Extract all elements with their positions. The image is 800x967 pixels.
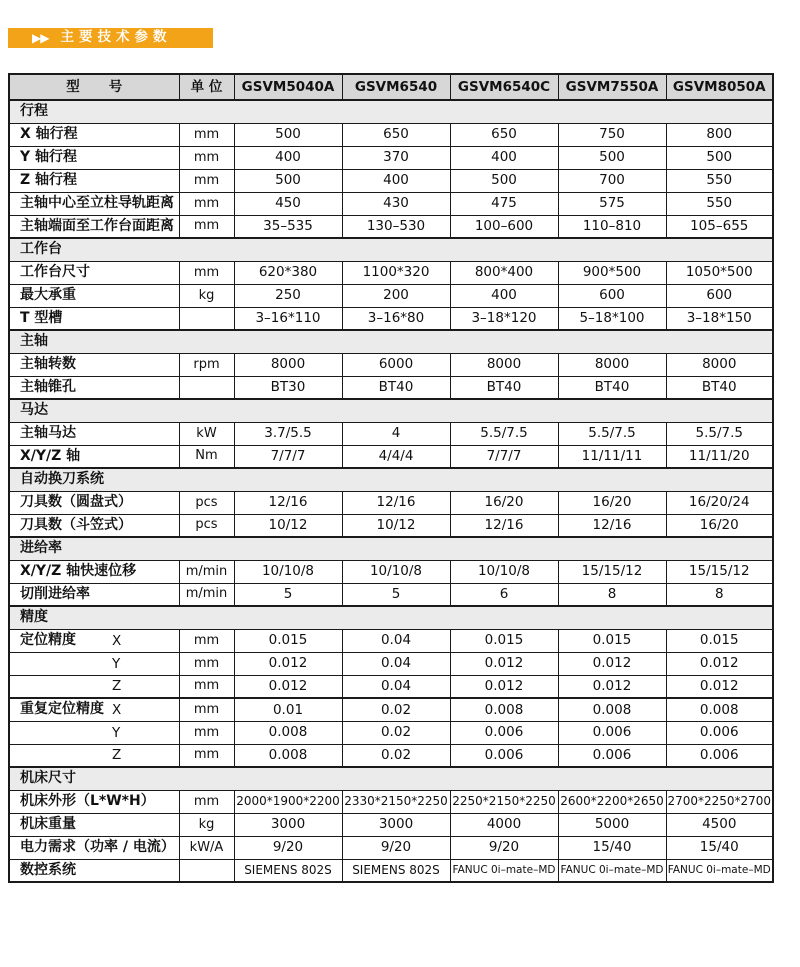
spec-value-cell: 10/10/8 <box>234 560 342 583</box>
row-label <box>9 629 179 652</box>
unit-cell <box>179 307 234 330</box>
spec-value-cell: 12/16 <box>558 514 666 537</box>
spec-value-cell: 12/16 <box>342 491 450 514</box>
model-column-header: GSVM6540C <box>450 74 558 100</box>
spec-value-cell: 9/20 <box>234 836 342 859</box>
unit-cell: kW <box>179 422 234 445</box>
unit-cell <box>179 859 234 882</box>
spec-value-cell: 0.02 <box>342 744 450 767</box>
spec-value-cell: 12/16 <box>234 491 342 514</box>
spec-value-cell: 430 <box>342 192 450 215</box>
row-label-text: Z 轴行程 <box>20 172 78 189</box>
section-row <box>9 606 773 629</box>
spec-row <box>9 307 773 330</box>
row-label <box>9 859 179 882</box>
banner-title: 主要技术参数 <box>60 29 172 46</box>
unit-cell: mm <box>179 169 234 192</box>
spec-value-cell: 0.006 <box>450 744 558 767</box>
spec-value-cell: 600 <box>558 284 666 307</box>
spec-value-cell: 8000 <box>666 353 773 376</box>
spec-value-cell: 3–16*110 <box>234 307 342 330</box>
spec-value-cell: 8000 <box>558 353 666 376</box>
spec-value-cell: 600 <box>666 284 773 307</box>
axis-label: Z <box>112 678 122 695</box>
section-title: 行程 <box>9 100 773 123</box>
spec-row <box>9 491 773 514</box>
spec-table-header <box>9 74 773 100</box>
spec-row <box>9 215 773 238</box>
spec-row <box>9 836 773 859</box>
spec-value-cell: 100–600 <box>450 215 558 238</box>
row-label <box>9 445 179 468</box>
row-label <box>9 836 179 859</box>
spec-value-cell: 11/11/20 <box>666 445 773 468</box>
spec-value-cell: 400 <box>234 146 342 169</box>
spec-value-cell: 0.006 <box>666 721 773 744</box>
row-label-text: 主轴端面至工作台面距离 <box>20 217 174 234</box>
row-label-text: 刀具数（圆盘式） <box>20 494 132 511</box>
section-row <box>9 767 773 790</box>
row-label <box>9 514 179 537</box>
spec-value-cell: 2600*2200*2650 <box>558 790 666 813</box>
row-label <box>9 261 179 284</box>
row-label-text: 重复定位精度 <box>20 701 104 718</box>
spec-value-cell: 16/20 <box>450 491 558 514</box>
spec-value-cell: 0.012 <box>450 652 558 675</box>
section-title: 进给率 <box>9 537 773 560</box>
double-right-arrow-icon: ▶▶ <box>32 31 49 45</box>
section-row <box>9 468 773 491</box>
spec-value-cell: BT40 <box>342 376 450 399</box>
spec-value-cell: 400 <box>342 169 450 192</box>
axis-label: Y <box>112 655 121 672</box>
section-row <box>9 100 773 123</box>
spec-row <box>9 422 773 445</box>
row-label <box>9 307 179 330</box>
axis-label: Y <box>112 724 121 741</box>
spec-value-cell: BT40 <box>666 376 773 399</box>
spec-value-cell: 400 <box>450 284 558 307</box>
spec-value-cell: 2000*1900*2200 <box>234 790 342 813</box>
spec-value-cell: 900*500 <box>558 261 666 284</box>
spec-row <box>9 123 773 146</box>
row-label <box>9 721 179 744</box>
spec-value-cell: 0.012 <box>450 675 558 698</box>
spec-value-cell: 500 <box>234 123 342 146</box>
spec-value-cell: BT40 <box>450 376 558 399</box>
row-label-text: 主轴中心至立柱导轨距离 <box>20 195 174 212</box>
spec-value-cell: 650 <box>450 123 558 146</box>
section-title: 马达 <box>9 399 773 422</box>
spec-value-cell: 105–655 <box>666 215 773 238</box>
spec-value-cell: 500 <box>666 146 773 169</box>
spec-row <box>9 192 773 215</box>
spec-value-cell: 5.5/7.5 <box>666 422 773 445</box>
unit-cell: mm <box>179 215 234 238</box>
spec-row <box>9 560 773 583</box>
model-column-header: GSVM7550A <box>558 74 666 100</box>
spec-value-cell: 5000 <box>558 813 666 836</box>
spec-value-cell: 0.02 <box>342 698 450 721</box>
spec-value-cell: 250 <box>234 284 342 307</box>
spec-value-cell: 3.7/5.5 <box>234 422 342 445</box>
spec-value-cell: 10/10/8 <box>342 560 450 583</box>
unit-cell: m/min <box>179 560 234 583</box>
spec-row <box>9 514 773 537</box>
spec-value-cell: 1100*320 <box>342 261 450 284</box>
spec-row <box>9 721 773 744</box>
spec-value-cell: 1050*500 <box>666 261 773 284</box>
row-label <box>9 698 179 721</box>
model-column-header: GSVM5040A <box>234 74 342 100</box>
header-unit-label: 单 位 <box>179 74 234 100</box>
spec-row <box>9 169 773 192</box>
section-title: 机床尺寸 <box>9 767 773 790</box>
spec-value-cell: 0.015 <box>234 629 342 652</box>
unit-cell: mm <box>179 721 234 744</box>
spec-value-cell: 700 <box>558 169 666 192</box>
spec-table-body <box>9 100 773 882</box>
spec-value-cell: 200 <box>342 284 450 307</box>
row-label-text: 刀具数（斗笠式） <box>20 516 132 533</box>
spec-value-cell: 500 <box>450 169 558 192</box>
spec-value-cell: 575 <box>558 192 666 215</box>
row-label-text: 工作台尺寸 <box>20 264 90 281</box>
spec-value-cell: 0.02 <box>342 721 450 744</box>
spec-value-cell: 5 <box>342 583 450 606</box>
spec-value-cell: 550 <box>666 192 773 215</box>
spec-value-cell: 9/20 <box>450 836 558 859</box>
unit-cell: mm <box>179 790 234 813</box>
spec-value-cell: 35–535 <box>234 215 342 238</box>
model-column-header: GSVM6540 <box>342 74 450 100</box>
section-title: 自动换刀系统 <box>9 468 773 491</box>
spec-value-cell: 0.01 <box>234 698 342 721</box>
spec-row <box>9 353 773 376</box>
row-label <box>9 146 179 169</box>
spec-value-cell: FANUC 0i–mate–MD <box>450 859 558 882</box>
unit-cell: kg <box>179 813 234 836</box>
spec-row <box>9 698 773 721</box>
row-label <box>9 491 179 514</box>
row-label-text: 机床重量 <box>20 816 76 833</box>
spec-value-cell: 0.015 <box>666 629 773 652</box>
spec-value-cell: SIEMENS 802S <box>234 859 342 882</box>
unit-cell: mm <box>179 744 234 767</box>
row-label-text: Y 轴行程 <box>20 149 78 166</box>
section-row <box>9 238 773 261</box>
unit-cell: mm <box>179 123 234 146</box>
spec-value-cell: 4000 <box>450 813 558 836</box>
spec-value-cell: 6000 <box>342 353 450 376</box>
row-label-text: X/Y/Z 轴快速位移 <box>20 563 137 580</box>
spec-value-cell: 0.015 <box>558 629 666 652</box>
spec-value-cell: 16/20/24 <box>666 491 773 514</box>
unit-cell: pcs <box>179 491 234 514</box>
spec-value-cell: 9/20 <box>342 836 450 859</box>
spec-value-cell: 7/7/7 <box>450 445 558 468</box>
axis-label: Z <box>112 747 122 764</box>
spec-value-cell: 8000 <box>450 353 558 376</box>
section-row <box>9 537 773 560</box>
section-title: 主轴 <box>9 330 773 353</box>
spec-value-cell: 0.012 <box>666 675 773 698</box>
row-label <box>9 675 179 698</box>
spec-value-cell: 8000 <box>234 353 342 376</box>
row-label <box>9 215 179 238</box>
spec-value-cell: 8 <box>558 583 666 606</box>
spec-value-cell: 15/15/12 <box>666 560 773 583</box>
row-label <box>9 790 179 813</box>
spec-value-cell: 3–18*150 <box>666 307 773 330</box>
spec-value-cell: 0.012 <box>558 652 666 675</box>
spec-value-cell: 3000 <box>234 813 342 836</box>
spec-value-cell: 650 <box>342 123 450 146</box>
row-label-text: X 轴行程 <box>20 126 78 143</box>
spec-value-cell: 7/7/7 <box>234 445 342 468</box>
unit-cell: pcs <box>179 514 234 537</box>
spec-value-cell: 0.04 <box>342 675 450 698</box>
row-label <box>9 652 179 675</box>
spec-value-cell: 0.008 <box>666 698 773 721</box>
spec-value-cell: 0.012 <box>234 675 342 698</box>
spec-value-cell: 3–18*120 <box>450 307 558 330</box>
spec-value-cell: 3000 <box>342 813 450 836</box>
spec-value-cell: 0.012 <box>666 652 773 675</box>
unit-cell: rpm <box>179 353 234 376</box>
section-row <box>9 399 773 422</box>
unit-cell: mm <box>179 261 234 284</box>
spec-value-cell: 800 <box>666 123 773 146</box>
spec-value-cell: 370 <box>342 146 450 169</box>
section-header-banner <box>8 28 213 48</box>
row-label <box>9 744 179 767</box>
spec-value-cell: 750 <box>558 123 666 146</box>
row-label-text: 机床外形（L*W*H） <box>20 793 155 810</box>
spec-value-cell: 4500 <box>666 813 773 836</box>
unit-cell: m/min <box>179 583 234 606</box>
row-label-text: 主轴马达 <box>20 425 76 442</box>
unit-cell: mm <box>179 146 234 169</box>
spec-value-cell: 0.006 <box>666 744 773 767</box>
spec-value-cell: 0.012 <box>234 652 342 675</box>
spec-value-cell: 0.008 <box>234 721 342 744</box>
spec-value-cell: 130–530 <box>342 215 450 238</box>
unit-cell: kg <box>179 284 234 307</box>
spec-value-cell: 6 <box>450 583 558 606</box>
spec-row <box>9 652 773 675</box>
spec-value-cell: 2700*2250*2700 <box>666 790 773 813</box>
spec-value-cell: 0.04 <box>342 629 450 652</box>
spec-value-cell: 5–18*100 <box>558 307 666 330</box>
spec-value-cell: 11/11/11 <box>558 445 666 468</box>
spec-row <box>9 813 773 836</box>
spec-value-cell: 8 <box>666 583 773 606</box>
spec-value-cell: 620*380 <box>234 261 342 284</box>
spec-row <box>9 376 773 399</box>
spec-value-cell: BT40 <box>558 376 666 399</box>
unit-cell: mm <box>179 629 234 652</box>
spec-row <box>9 744 773 767</box>
row-label-text: 主轴转数 <box>20 356 76 373</box>
spec-row <box>9 146 773 169</box>
row-label <box>9 560 179 583</box>
spec-row <box>9 261 773 284</box>
unit-cell: mm <box>179 698 234 721</box>
unit-cell: mm <box>179 675 234 698</box>
spec-value-cell: 10/12 <box>342 514 450 537</box>
spec-row <box>9 629 773 652</box>
row-label-text: 定位精度 <box>20 632 76 649</box>
spec-row <box>9 675 773 698</box>
unit-cell: Nm <box>179 445 234 468</box>
row-label-text: X/Y/Z 轴 <box>20 447 81 464</box>
spec-value-cell: 475 <box>450 192 558 215</box>
unit-cell: mm <box>179 192 234 215</box>
spec-value-cell: 15/40 <box>558 836 666 859</box>
spec-value-cell: 16/20 <box>558 491 666 514</box>
spec-value-cell: 5.5/7.5 <box>558 422 666 445</box>
unit-cell: mm <box>179 652 234 675</box>
row-label <box>9 284 179 307</box>
spec-value-cell: 500 <box>558 146 666 169</box>
spec-row <box>9 583 773 606</box>
spec-value-cell: 3–16*80 <box>342 307 450 330</box>
axis-label: X <box>112 701 122 718</box>
spec-value-cell: 0.006 <box>558 721 666 744</box>
spec-value-cell: 500 <box>234 169 342 192</box>
spec-value-cell: 5 <box>234 583 342 606</box>
spec-value-cell: 0.008 <box>450 698 558 721</box>
section-row <box>9 330 773 353</box>
axis-label: X <box>112 632 122 649</box>
row-label-text: 数控系统 <box>20 861 76 878</box>
header-row <box>9 74 773 100</box>
spec-value-cell: 110–810 <box>558 215 666 238</box>
row-label <box>9 376 179 399</box>
spec-value-cell: 10/12 <box>234 514 342 537</box>
spec-value-cell: BT30 <box>234 376 342 399</box>
spec-value-cell: 2330*2150*2250 <box>342 790 450 813</box>
row-label-text: T 型槽 <box>20 309 63 326</box>
row-label <box>9 422 179 445</box>
unit-cell <box>179 376 234 399</box>
row-label-text: 最大承重 <box>20 287 76 304</box>
row-label-text: 切削进给率 <box>20 585 90 602</box>
spec-value-cell: 15/15/12 <box>558 560 666 583</box>
spec-row <box>9 859 773 882</box>
spec-value-cell: 2250*2150*2250 <box>450 790 558 813</box>
spec-value-cell: 0.008 <box>558 698 666 721</box>
spec-value-cell: 0.008 <box>234 744 342 767</box>
spec-row <box>9 790 773 813</box>
spec-value-cell: 12/16 <box>450 514 558 537</box>
spec-value-cell: 550 <box>666 169 773 192</box>
row-label <box>9 353 179 376</box>
header-model-label: 型 号 <box>9 74 179 100</box>
model-column-header: GSVM8050A <box>666 74 773 100</box>
spec-value-cell: SIEMENS 802S <box>342 859 450 882</box>
spec-table <box>8 73 774 883</box>
row-label <box>9 192 179 215</box>
row-label <box>9 813 179 836</box>
spec-row <box>9 284 773 307</box>
spec-value-cell: 800*400 <box>450 261 558 284</box>
spec-value-cell: FANUC 0i–mate–MD <box>558 859 666 882</box>
row-label-text: 主轴锥孔 <box>20 378 76 395</box>
spec-value-cell: 0.006 <box>450 721 558 744</box>
spec-value-cell: 4/4/4 <box>342 445 450 468</box>
spec-value-cell: 16/20 <box>666 514 773 537</box>
spec-value-cell: 0.006 <box>558 744 666 767</box>
spec-value-cell: FANUC 0i–mate–MD <box>666 859 773 882</box>
row-label <box>9 123 179 146</box>
spec-value-cell: 15/40 <box>666 836 773 859</box>
row-label <box>9 583 179 606</box>
section-title: 工作台 <box>9 238 773 261</box>
row-label <box>9 169 179 192</box>
section-title: 精度 <box>9 606 773 629</box>
spec-value-cell: 0.015 <box>450 629 558 652</box>
spec-value-cell: 0.04 <box>342 652 450 675</box>
spec-value-cell: 10/10/8 <box>450 560 558 583</box>
spec-row <box>9 445 773 468</box>
row-label-text: 电力需求（功率 / 电流） <box>20 839 175 856</box>
spec-value-cell: 450 <box>234 192 342 215</box>
spec-value-cell: 400 <box>450 146 558 169</box>
spec-value-cell: 0.012 <box>558 675 666 698</box>
unit-cell: kW/A <box>179 836 234 859</box>
spec-value-cell: 5.5/7.5 <box>450 422 558 445</box>
spec-value-cell: 4 <box>342 422 450 445</box>
